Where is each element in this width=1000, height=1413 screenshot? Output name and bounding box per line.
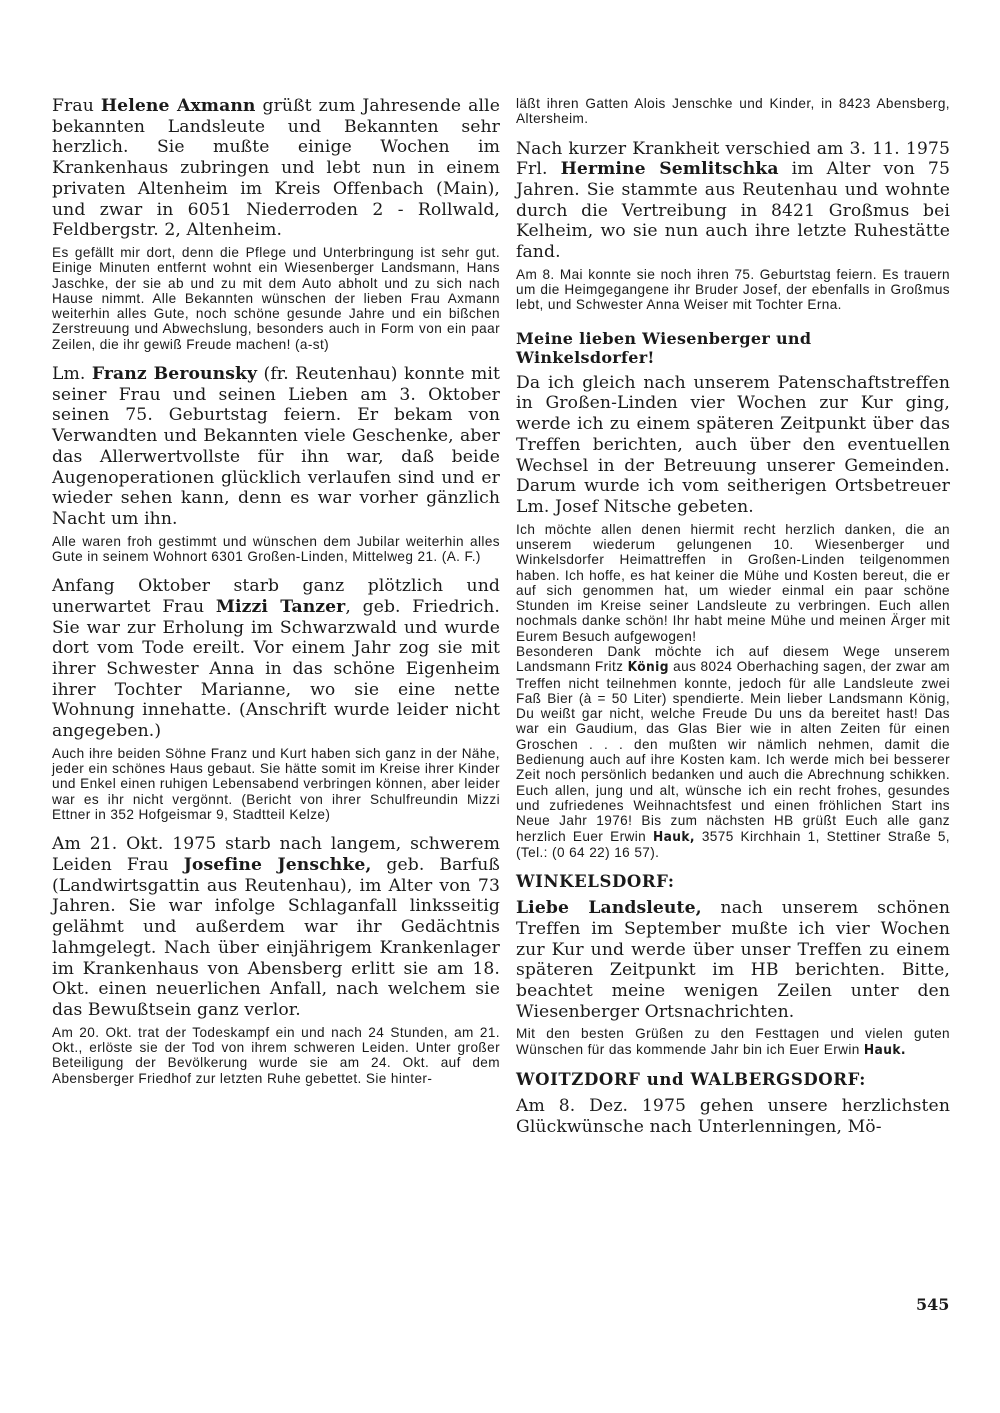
- section-winkelsdorf: WINKELSDORF:: [516, 872, 675, 892]
- winkelsdorf-lead: [516, 898, 950, 1022]
- text: Lm.: [52, 364, 92, 384]
- page-number: 545: [916, 1295, 950, 1314]
- text: Mit den besten Grüßen zu den Festtagen und vielen guten Wünschen für das kommende Jahr bin ich Euer Erwin: [516, 1026, 950, 1057]
- text: Besonderen Dank möchte ich auf diesem Wege unserem Landsmann Fritz: [516, 644, 950, 675]
- person-name: Franz Berounsky: [91, 364, 258, 384]
- jenschke-note: Am 20. Okt. trat der Todeskampf ein und nach 24 Stunden, am 21. Okt., erlöste sie der Tod von ihrem schweren Leiden. Unter großer Beteiligung der Bevölkerung wurde sie am 24. Okt. auf dem Abensberger Friedhof zur letzten Ruhe gebettet. Sie hinter-: [52, 1024, 500, 1086]
- person-name: Helene Axmann: [100, 96, 256, 116]
- text: grüßt zum Jahresende alle bekannten Landsleute und Bekannten sehr herzlich. Sie mußte einige Wochen im Krankenhaus zubringen und lebt nun in einem privaten Altenheim im Kreis Offenbach (Main), und zwar in 6051 Niederroden 2 - Rollwald, Feldbergstr. 2, Altenheim.: [52, 96, 500, 241]
- greeting: Liebe Landsleute,: [516, 898, 702, 919]
- signature-name: Hauk,: [652, 828, 695, 845]
- letter-heading: Meine lieben Wiesenberger und Winkelsdorfer!: [516, 328, 812, 367]
- text: nach unserem schönen Treffen im September mußte ich vier Wochen zur Kur und werde über unser Treffen zu einem späteren Zeitpunkt im HB berichten. Bitte, beachtet meine wenigen Zeilen unter den Wiesenberger Ortsnachrichten.: [516, 898, 950, 1022]
- section-woitzdorf: WOITZDORF und WALBERGSDORF:: [516, 1069, 867, 1089]
- axmann-note: Es gefällt mir dort, denn die Pflege und Unterbringung ist sehr gut. Einige Minuten entfernt wohnt ein Wiesenberger Landsmann, Hans Jaschke, der sie ab und zu mit dem Auto abholt und zu sich nach Hause nimmt. Alle Bekannten wünschen der lieben Frau Axmann weiterhin alles Gute, noch schöne gesunde Jahre und ein bißchen Zerstreuung und Abwechslung, besonders auch in Form von ein paar Zeilen, die ihr gewiß Freude machen! (a-st): [52, 244, 500, 352]
- tanzer-paragraph: [52, 576, 500, 742]
- text: Nach kurzer Krankheit verschied am 3. 11. 1975 Frl.: [516, 138, 950, 180]
- person-name: Mizzi Tanzer: [215, 596, 346, 617]
- letter-note-koenig: [516, 644, 950, 860]
- right-column: [516, 96, 950, 1141]
- winkelsdorf-note: [516, 1026, 950, 1058]
- jenschke-paragraph: [52, 834, 500, 1020]
- text: 3575 Kirchhain 1, Stettiner Straße 5, (Tel.: (0 64 22) 16 57).: [516, 828, 950, 860]
- text: (fr. Reutenhau) konnte mit seiner Frau und seinen Lieben am 3. Oktober seinen 75. Geburtstag feiern. Er bekam von Verwandten und Bekannten viele Geschenke, aber das Allerwertvollste für ihn war, daß beide Augenoperationen glücklich verlaufen sind und er wieder sehen kann, denn es war vorher gänzlich Nacht um ihn.: [52, 364, 501, 529]
- letter-lead: Da ich gleich nach unserem Patenschaftstreffen in Großen-Linden vier Wochen zur Kur ging, werde ich zu einem späteren Zeitpunkt über das Treffen berichten, auch über den eventuellen Wechsel in der Betreuung unserer Gemeinden. Darum wurde ich vom seitherigen Ortsbetreuer Lm. Josef Nitsche gebeten.: [516, 372, 950, 517]
- woitzdorf-lead: Am 8. Dez. 1975 gehen unsere herzlichsten Glückwünsche nach Unterlenningen, Mö-: [516, 1095, 950, 1137]
- person-name: König: [627, 659, 669, 676]
- tanzer-note: Auch ihre beiden Söhne Franz und Kurt haben sich ganz in der Nähe, jeder ein schönes Haus gebaut. Sie hätte somit im Kreise ihrer Kinder und Enkel einen ruhigen Lebensabend verbringen können, aber leider war es ihr nicht vergönnt. (Bericht von ihrer Schulfreundin Mizzi Ettner in 352 Hofgeismar 9, Stadtteil Kelze): [52, 745, 500, 823]
- text: geb. Barfuß (Landwirtsgattin aus Reutenhau), im Alter von 73 Jahren. Sie war infolge Schlaganfall linksseitig gelähmt und außerdem war ihr Gedächtnis lahmgelegt. Nach über einjährigem Krankenlager im Krankenhaus von Abensberg erlitt sie am 18. Okt. einen neuerlichen Anfall, nach welchem sie das Bewußtsein ganz verlor.: [52, 855, 500, 1020]
- text: aus 8024 Oberhaching sagen, der zwar am Treffen nicht teilnehmen konnte, jedoch für alle Landsleute zwei Faß Bier (à = 50 Liter) spendierte. Mein lieber Landsmann König, Du weißt gar nicht, welche Freude Du uns da bereitet hast! Das war ein Gaudium, das Glas Bier wie in alten Zeiten für einen Groschen . . . den mußten wir nämlich nehmen, damit die Bedienung auch auf ihre Kosten kam. Ich werde mich bei besserer Zeit noch persönlich bedanken und auch die Abrechnung schikken. Euch allen, jung und alt, wünsche ich ein recht frohes, gesundes und zufriedenes Weihnachtsfest und einen fröhlichen Start ins Neue Jahr 1976! Bis zum nächsten HB grüßt Euch alle ganz herzlich Euer Erwin: [516, 659, 951, 844]
- axmann-paragraph: [52, 96, 500, 241]
- signature-name: Hauk.: [863, 1041, 906, 1058]
- text: Anfang Oktober starb ganz plötzlich und unerwartet Frau: [52, 576, 500, 617]
- left-column: [52, 96, 500, 1098]
- berounsky-note: Alle waren froh gestimmt und wünschen dem Jubilar weiterhin alles Gute in seinem Wohnort 6301 Großen-Linden, Mittelweg 21. (A. F.): [52, 533, 500, 564]
- text: im Alter von 75 Jahren. Sie stammte aus Reutenhau und wohnte durch die Vertreibung in 8421 Großmus bei Kelheim, wo sie nun auch ihre letzte Ruhestätte fand.: [516, 159, 951, 263]
- semlitschka-note: Am 8. Mai konnte sie noch ihren 75. Geburtstag feiern. Es trauern um die Heimgegangene ihr Bruder Josef, der ebenfalls in Großmus lebt, und Schwester Anna Weiser mit Tochter Erna.: [516, 266, 950, 313]
- person-name: Josefine Jenschke,: [183, 855, 372, 876]
- jenschke-note-continued: läßt ihren Gatten Alois Jenschke und Kinder, in 8423 Abensberg, Altersheim.: [516, 96, 950, 127]
- person-name: Hermine Semlitschka: [560, 159, 779, 180]
- semlitschka-paragraph: [516, 139, 950, 263]
- berounsky-paragraph: [52, 364, 500, 530]
- text: , geb. Friedrich. Sie war zur Erholung im Schwarzwald und wurde dort vom Tode ereilt. Vor einem Jahr zog sie mit ihrer Schwester Anna in das schöne Eigenheim ihrer Tochter Marianne, wo sie eine nette Wohnung innehatte. (Anschrift wurde leider nicht angegeben.): [52, 596, 500, 742]
- text: Am 21. Okt. 1975 starb nach langem, schwerem Leiden Frau: [52, 834, 500, 876]
- letter-note-thanks: Ich möchte allen denen hiermit recht herzlich danken, die an unserem wiederum gelungenen 10. Wiesenberger und Winkelsdorfer Heimattreffen in Großen-Linden teilgenommen haben. Ich hoffe, es hat keiner die Mühe und Kosten bereut, die er auf sich genommen hat, um wieder einmal ein paar schöne Stunden im Kreise seiner Landsleute zu verbringen. Euch allen nochmals danke schön! Ihr habt meine Mühe und meinen Ärger mit Eurem Besuch aufgewogen!: [516, 521, 950, 644]
- text: Frau: [52, 96, 101, 116]
